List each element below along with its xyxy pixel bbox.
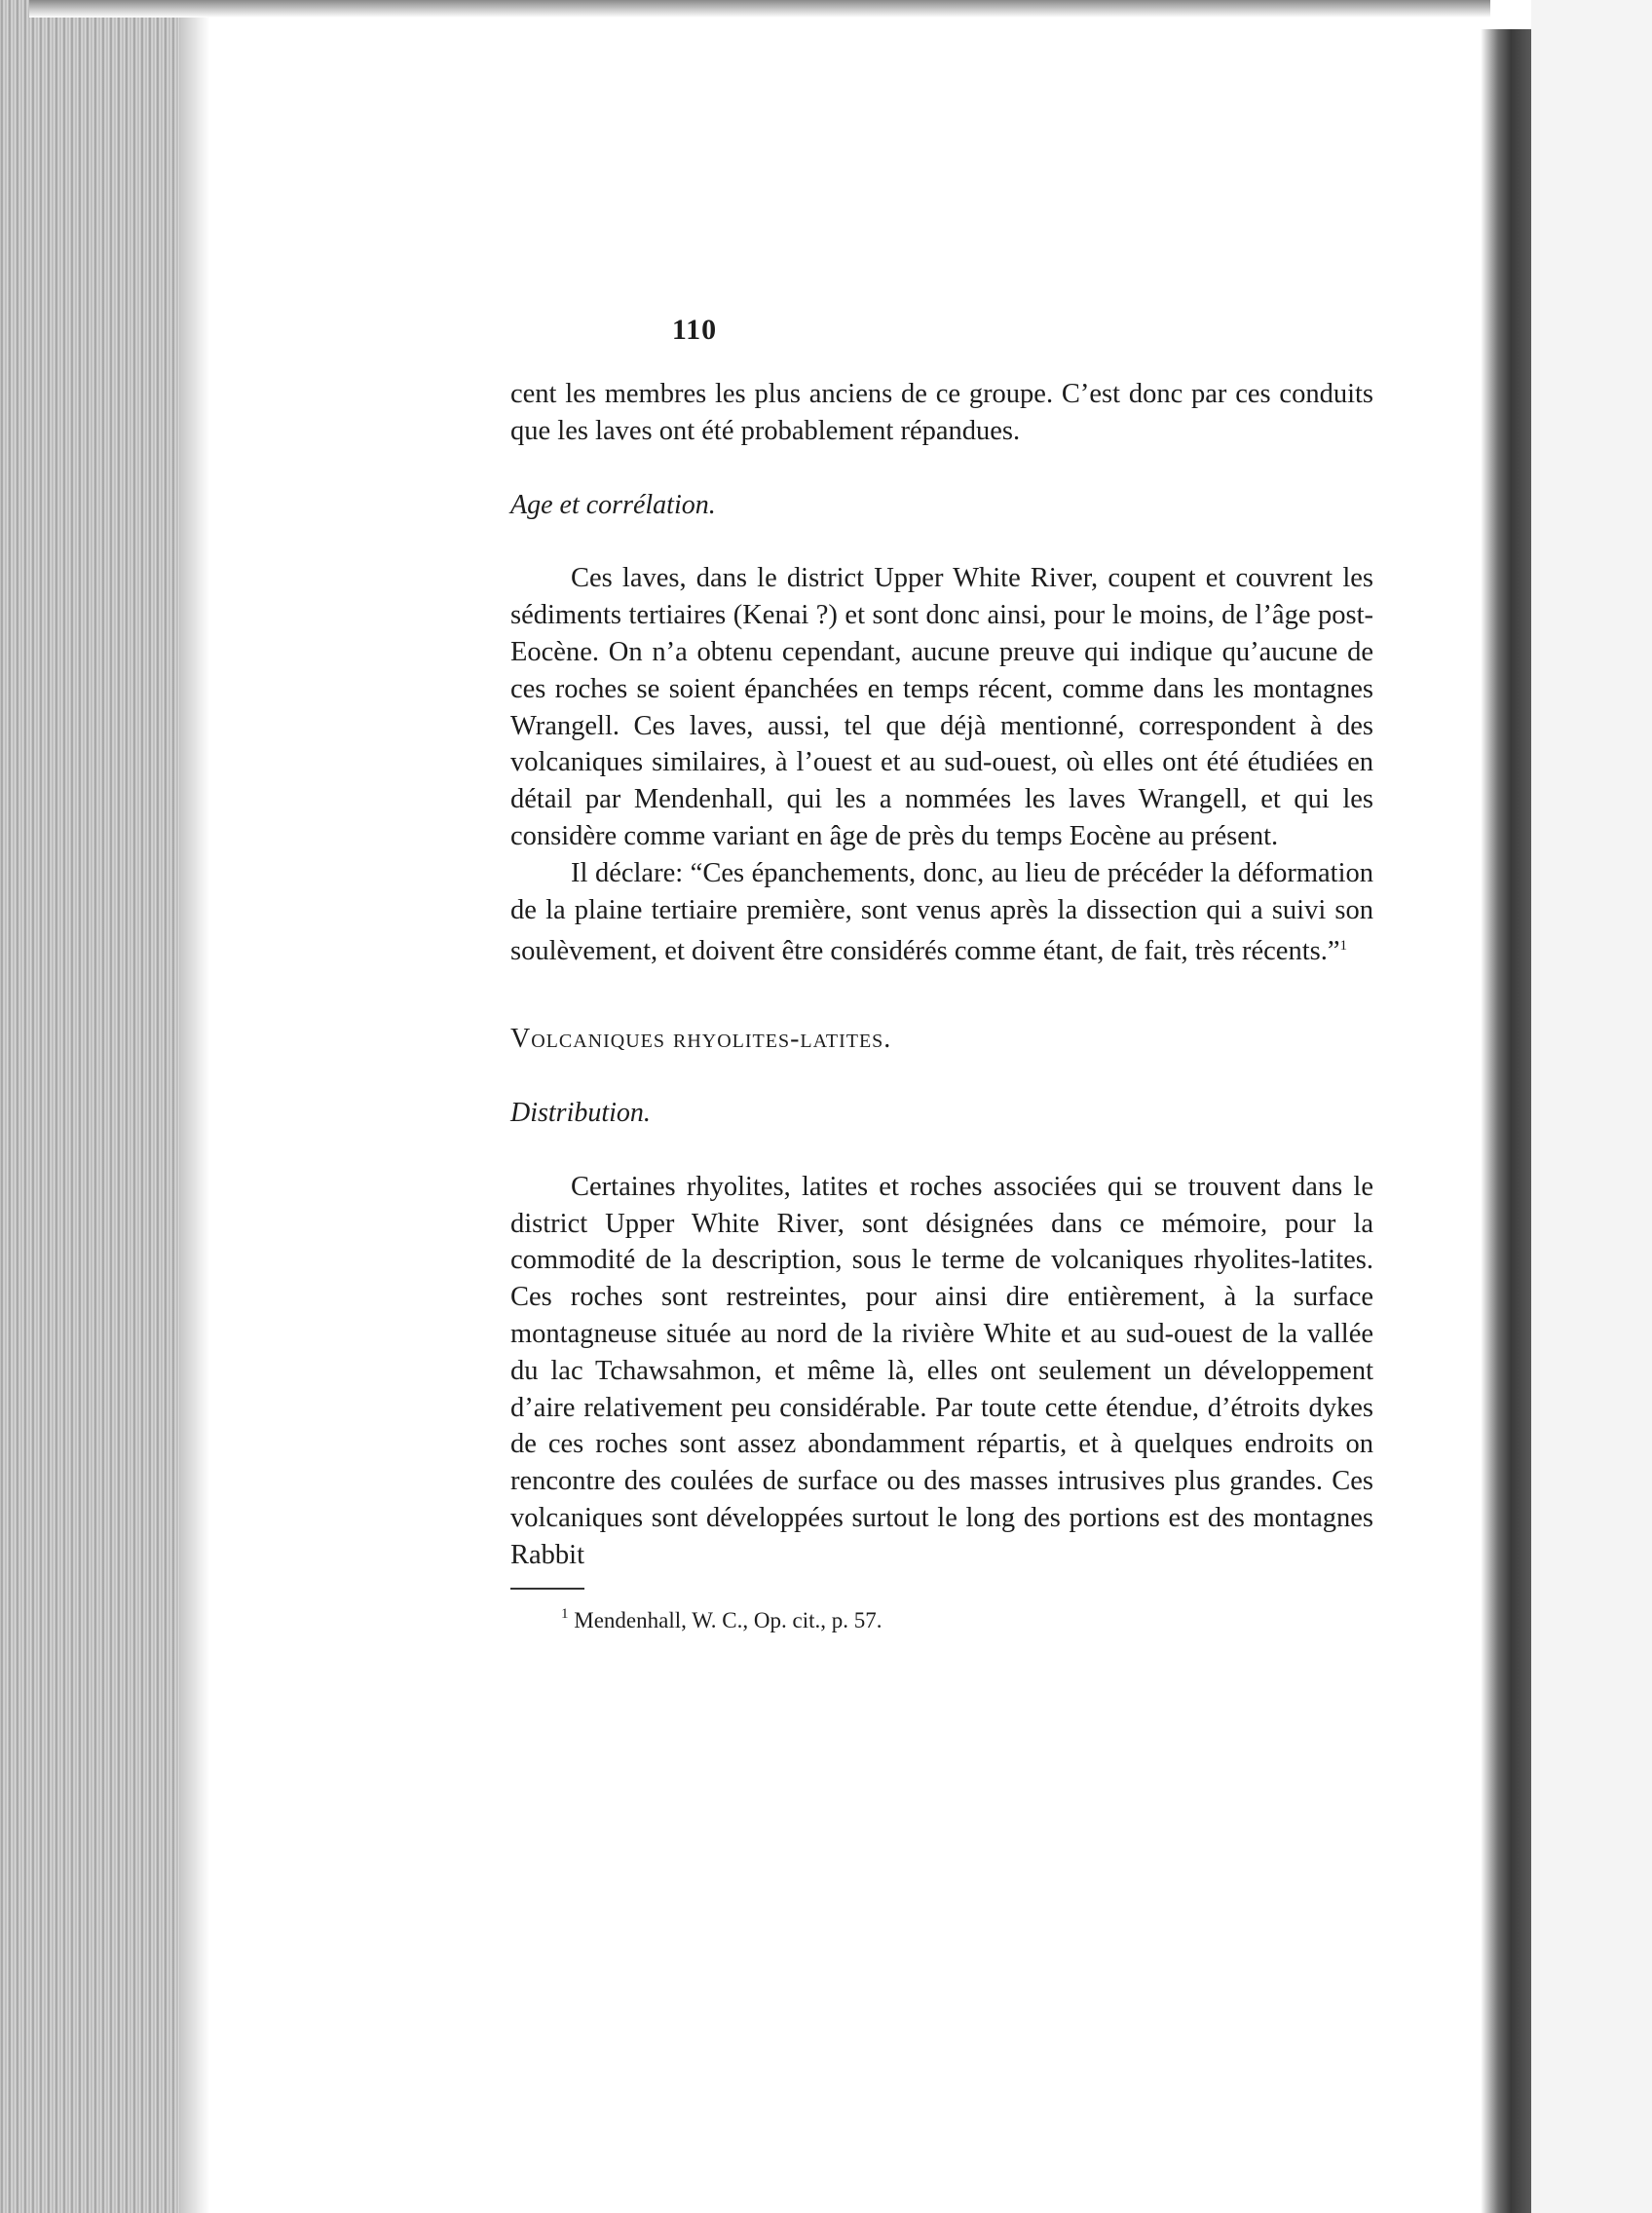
subheading-distribution: Distribution. <box>510 1097 651 1128</box>
paragraph-age-1: Ces laves, dans le district Upper White River, coupent et couvrent les sédiments tertiaires (Kenai ?) et sont donc ainsi, pour le moins, de l’âge post-Eocène. On n’a obtenu cependant, aucune preuve qui indique qu’aucune de ces roches se soient épanchées en temps récent, comme dans les montagnes Wrangell. Ces laves, aussi, tel que déjà mentionné, correspondent à des volcaniques similaires, à l’ouest et au sud-ouest, où elles ont été étudiées en détail par Mendenhall, qui les a nommées les laves Wrangell, et qui les considère comme variant en âge de près du temps Eocène au présent. <box>510 563 1373 851</box>
paragraph-age-2-text: Il déclare: “Ces épanchements, donc, au lieu de précéder la déformation de la plaine tertiaire première, sont venus après la dissection qui a suivi son soulèvement, et doivent être considérés comme étant, de fait, très récents.” <box>510 857 1373 967</box>
paragraph-distribution: Certaines rhyolites, latites et roches associées qui se trouvent dans le district Upper White River, sont désignées dans ce mémoire, pour la commodité de la description, sous le terme de volcaniques rhyolites-latites. Ces roches sont restreintes, pour ainsi dire entièrement, à la surface montagneuse située au nord de la rivière White et au sud-ouest de la vallée du lac Tchawsahmon, et même là, elles ont seulement un développement d’aire relativement peu considérable. Par toute cette étendue, d’étroits dykes de ces roches sont assez abondamment répartis, et à quelques endroits on rencontre des coulées de surface ou des masses intrusives plus grandes. Ces volcaniques sont développées surtout le long des portions est des montagnes Rabbit <box>510 1171 1373 1570</box>
section-heading: Volcaniques rhyolites-latites. <box>510 1024 892 1055</box>
paragraph-continuation: cent les membres les plus anciens de ce groupe. C’est donc par ces conduits que les laves ont été probablement répandues. <box>510 379 1373 446</box>
footnote <box>510 1599 1373 1635</box>
scan-top-shadow <box>29 0 1490 18</box>
book-gutter <box>1481 29 1531 2213</box>
footnote-number: 1 <box>561 1605 569 1622</box>
footnote-text: Mendenhall, W. C., Op. cit., p. 57. <box>574 1607 882 1632</box>
facing-page-edge <box>1531 0 1652 2213</box>
footnote-divider <box>510 1588 584 1590</box>
footnote-reference: 1 <box>1339 938 1347 955</box>
page-number: 110 <box>671 314 718 346</box>
subheading-age: Age et corrélation. <box>510 489 716 520</box>
text-column <box>510 376 1373 1635</box>
paragraph-age-2 <box>510 855 1373 970</box>
